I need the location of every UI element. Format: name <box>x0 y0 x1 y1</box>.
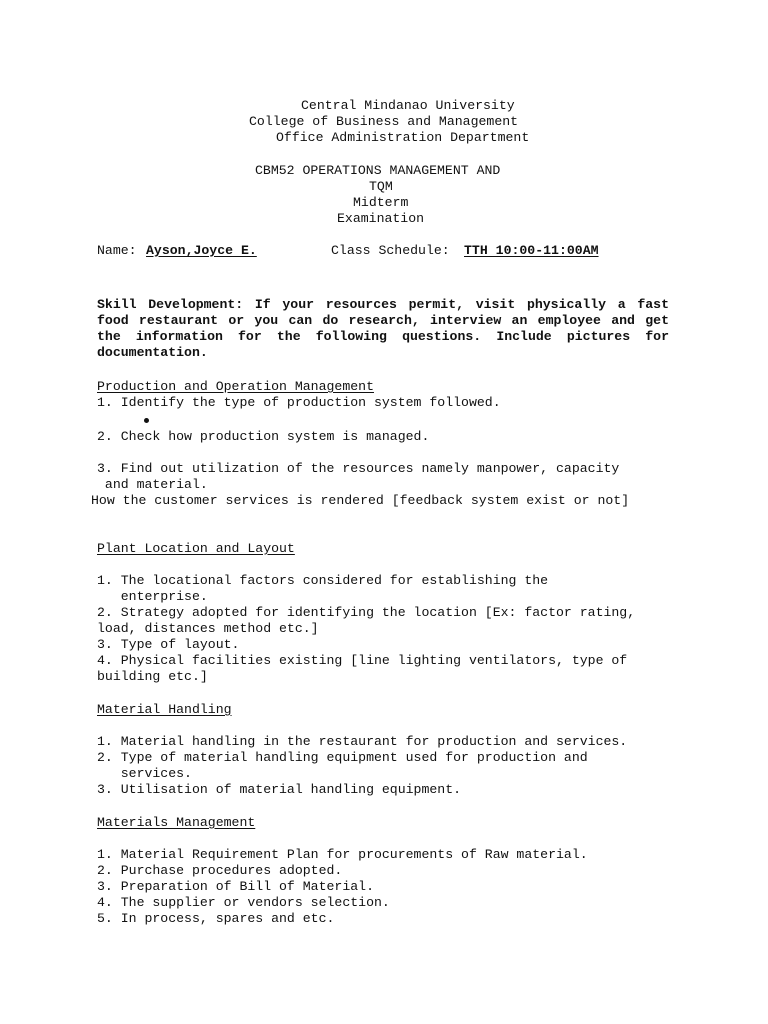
section-heading-plant: Plant Location and Layout <box>97 541 295 556</box>
list-item: 2. Purchase procedures adopted. <box>97 863 343 878</box>
bullet-point <box>144 418 149 423</box>
section-heading-production: Production and Operation Management <box>97 379 374 394</box>
section-heading-materials-management: Materials Management <box>97 815 256 830</box>
list-item: 5. In process, spares and etc. <box>97 911 335 926</box>
list-item: 3. Find out utilization of the resources namely manpower, capacity <box>97 461 620 476</box>
exam-title-line2: Examination <box>337 211 425 226</box>
instructions-paragraph: Skill Development: If your resources permit, visit physically a fast food restaurant or you can do research, interview an employee and get the information for the following questions. Include pictures for documentation. <box>97 297 669 360</box>
list-item: 1. Material Requirement Plan for procurements of Raw material. <box>97 847 588 862</box>
university-name: Central Mindanao University <box>301 98 515 113</box>
section-heading-material-handling: Material Handling <box>97 702 232 717</box>
list-item: 1. Material handling in the restaurant for production and services. <box>97 734 628 749</box>
department-name: Office Administration Department <box>276 130 530 145</box>
name-value: Ayson,Joyce E. <box>146 243 257 258</box>
course-title-line1: CBM52 OPERATIONS MANAGEMENT AND <box>255 163 501 178</box>
name-label: Name: <box>97 243 137 258</box>
list-item: 1. The locational factors considered for establishing the <box>97 573 549 588</box>
list-item-continuation: How the customer services is rendered [feedback system exist or not] <box>91 493 630 508</box>
list-item: 1. Identify the type of production system followed. <box>97 395 501 410</box>
schedule-label: Class Schedule: <box>331 243 450 258</box>
list-item: 2. Check how production system is managed. <box>97 429 430 444</box>
list-item-continuation: load, distances method etc.] <box>97 621 319 636</box>
exam-title-line1: Midterm <box>353 195 409 210</box>
list-item-continuation: building etc.] <box>97 669 208 684</box>
list-item: 3. Utilisation of material handling equipment. <box>97 782 462 797</box>
list-item: 4. Physical facilities existing [line lighting ventilators, type of <box>97 653 628 668</box>
list-item-continuation: enterprise. <box>97 589 208 604</box>
list-item-continuation: and material. <box>97 477 208 492</box>
list-item-continuation: services. <box>97 766 192 781</box>
schedule-value: TTH 10:00-11:00AM <box>464 243 599 258</box>
course-title-line2: TQM <box>369 179 393 194</box>
list-item: 3. Preparation of Bill of Material. <box>97 879 374 894</box>
list-item: 3. Type of layout. <box>97 637 240 652</box>
college-name: College of Business and Management <box>249 114 519 129</box>
list-item: 4. The supplier or vendors selection. <box>97 895 390 910</box>
list-item: 2. Strategy adopted for identifying the location [Ex: factor rating, <box>97 605 636 620</box>
list-item: 2. Type of material handling equipment used for production and <box>97 750 588 765</box>
